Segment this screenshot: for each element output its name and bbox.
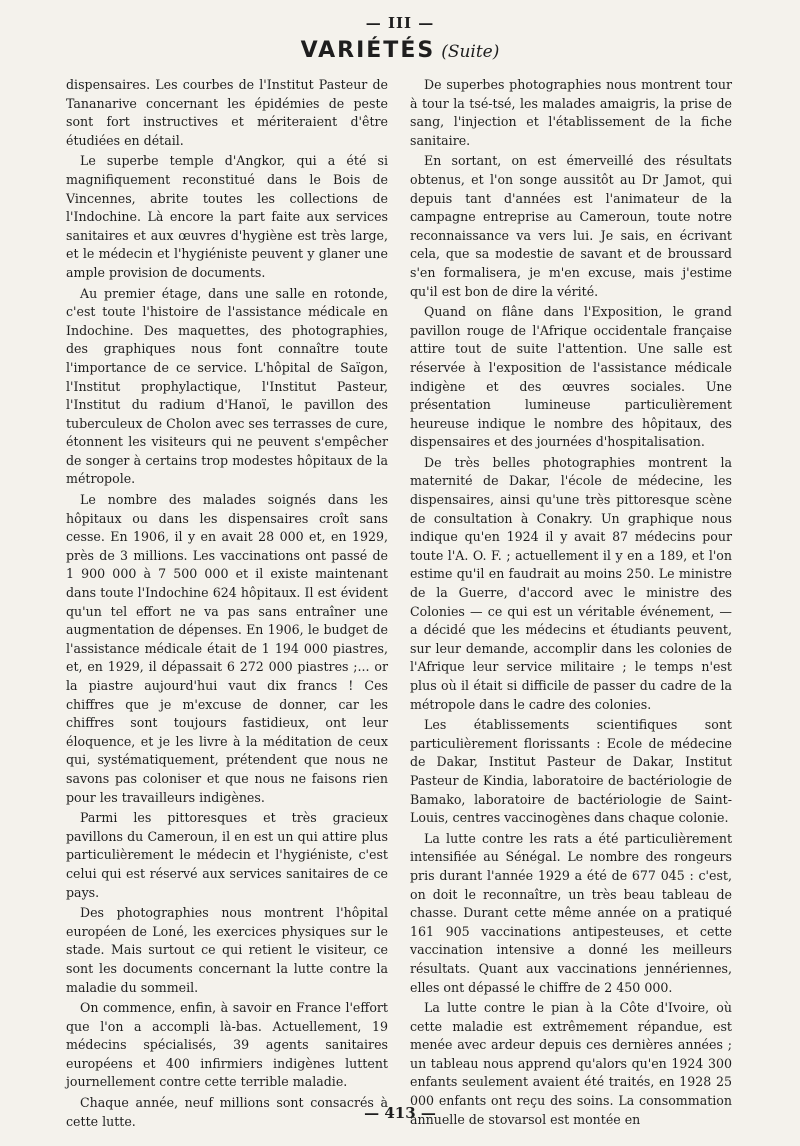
paragraph: De superbes photographies nous montrent tour à tour la tsé-tsé, les malades amaigris, la prise de sang, l'injection et l'établissement de la fiche sanitaire. [410,77,732,148]
page-number-bottom: — 413 — [364,1104,436,1122]
paragraph: Parmi les pittoresques et très gracieux pavillons du Cameroun, il en est un qui attire plus particulièrement le médecin et l'hygiéniste, c'est celui qui est réservé aux services sanitaires de ce pays. [66,810,388,900]
paragraph: On commence, enfin, à savoir en France l'effort que l'on a accompli là-bas. Actuellement, 19 médecins spécialisés, 39 agents sanitaires européens et 400 infirmiers indigènes luttent journellement contre cette terrible maladie. [66,1000,388,1090]
paragraph: Le nombre des malades soignés dans les hôpitaux ou dans les dispensaires croît sans cesse. En 1906, il y en avait 28 000 et, en 1929, près de 3 millions. Les vaccinations ont passé de 1 900 000 à 7 500 000 et il existe maintenant dans toute l'Indochine 624 hôpitaux. Il est évident qu'un tel effort ne va pas sans entraîner une augmentation de dépenses. En 1906, le budget de l'assistance médicale était de 1 194 000 piastres, et, en 1929, il dépassait 6 272 000 piastres ;... or la piastre aujourd'hui vaut dix francs ! Ces chiffres que je m'excuse de donner, car les chiffres sont toujours fastidieux, ont leur éloquence, et je les livre à la méditation de ceux qui, systématiquement, prétendent que nous ne savons pas coloniser et que nous ne faisons rien pour les travailleurs indigènes. [66,492,388,805]
section-title-suite: (Suite) [441,42,500,62]
page-number-top: — III — [365,14,435,32]
right-column [410,76,732,1131]
paragraph: dispensaires. Les courbes de l'Institut Pasteur de Tananarive concernant les épidémies de peste sont fort instructives et mériteraient d'être étudiées en détail. [66,77,388,148]
paragraph: La lutte contre les rats a été particulièrement intensifiée au Sénégal. Le nombre des rongeurs pris durant l'année 1929 a été de 677 045 : c'est, on doit le reconnaître, un très beau tableau de chasse. Durant cette même année on a pratiqué 161 905 vaccinations antipesteuses, et cette vaccination intensive a donné les meilleurs résultats. Quant aux vaccinations jennériennes, elles ont dépassé le chiffre de 2 450 000. [410,830,732,995]
paragraph: De très belles photographies montrent la maternité de Dakar, l'école de médecine, les dispensaires, ainsi qu'une très pittoresque scène de consultation à Conakry. Un graphique nous indique qu'en 1924 il y avait 87 médecins pour toute l'A. O. F. ; actuellement il y en a 189, et l'on estime qu'il en faudrait au moins 250. Le ministre de la Guerre, d'accord avec le ministre des Colonies — ce qui est un véritable événement, — a décidé que les médecins et étudiants peuvent, sur leur demande, accomplir dans les colonies de l'Afrique leur service militaire ; le temps n'est plus où il était si difficile de passer du cadre de la métropole dans le cadre des colonies. [410,454,732,712]
paragraph: La lutte contre le pian à la Côte d'Ivoire, où cette maladie est extrêmement répandue, est menée avec ardeur depuis ces dernières années ; un tableau nous apprend qu'alors qu'en 1924 300 enfants seulement avaient été traités, en 1928 25 000 enfants ont reçu des soins. La consommation annuelle de stovarsol est montée en [410,1000,732,1127]
paragraph: Des photographies nous montrent l'hôpital européen de Loné, les exercices physiques sur le stade. Mais surtout ce qui retient le visiteur, ce sont les documents concernant la lutte contre la maladie du sommeil. [66,905,388,995]
left-column [66,76,388,1133]
paragraph: Les établissements scientifiques sont particulièrement florissants : Ecole de médecine de Dakar, Institut Pasteur de Dakar, Institut Pasteur de Kindia, laboratoire de bactériologie de Bamako, laboratoire de bactériologie de Saint-Louis, centres vaccinogènes dans chaque colonie. [410,717,732,826]
paragraph: Chaque année, neuf millions sont consacrés à cette lutte. [66,1095,388,1129]
section-title-main: VARIÉTÉS [300,38,436,63]
paragraph: En sortant, on est émerveillé des résultats obtenus, et l'on songe aussitôt au Dr Jamot, qui depuis tant d'années est l'animateur de la campagne entreprise au Cameroun, toute notre reconnaissance va vers lui. Je sais, en écrivant cela, que sa modestie de savant et de broussard s'en formalisera, je m'en excuse, mais j'estime qu'il est bon de dire la vérité. [410,153,732,299]
paragraph: Au premier étage, dans une salle en rotonde, c'est toute l'histoire de l'assistance médicale en Indochine. Des maquettes, des photographies, des graphiques nous font connaître toute l'importance de ce service. L'hôpital de Saïgon, l'Institut prophylactique, l'Institut Pasteur, l'Institut du radium d'Hanoï, le pavillon des tuberculeux de Cholon avec ses terrasses de cure, étonnent les visiteurs qui ne peuvent s'empêcher de songer à certains trop modestes hôpitaux de la métropole. [66,285,388,487]
paragraph: Le superbe temple d'Angkor, qui a été si magnifiquement reconstitué dans le Bois de Vincennes, abrite toutes les collections de l'Indochine. Là encore la part faite aux services sanitaires et aux œuvres d'hygiène est très large, et le médecin et l'hygiéniste peuvent y glaner une ample provision de documents. [66,153,388,280]
section-title [0,38,800,63]
paragraph: Quand on flâne dans l'Exposition, le grand pavillon rouge de l'Afrique occidentale française attire tout de suite l'attention. Une salle est réservée à l'exposition de l'assistance médicale indigène et des œuvres sociales. Une présentation lumineuse particulièrement heureuse indique le nombre des hôpitaux, des dispensaires et des journées d'hospitalisation. [410,304,732,450]
